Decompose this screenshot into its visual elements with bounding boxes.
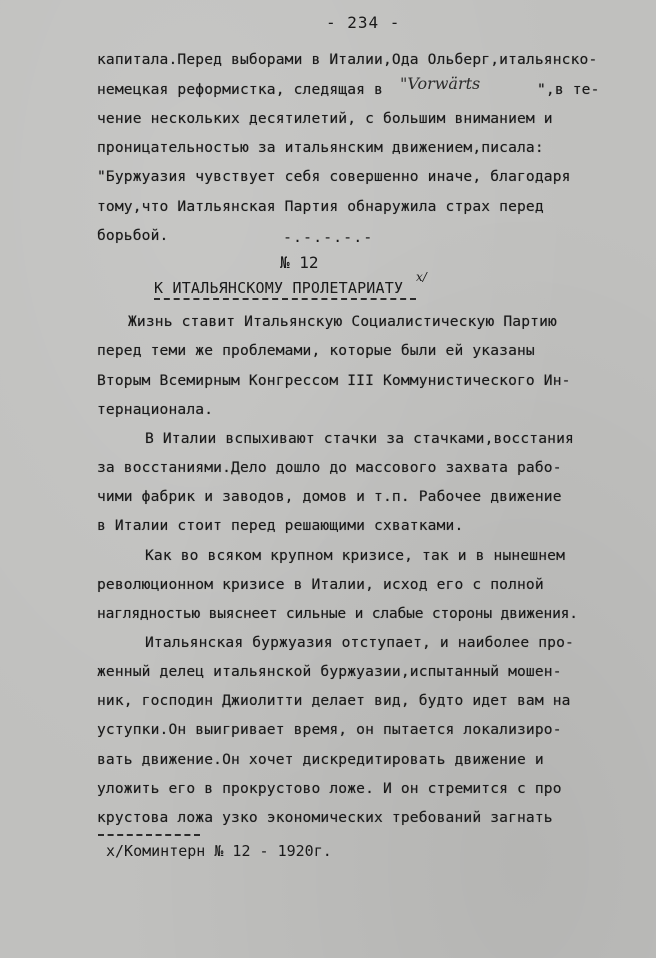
document-heading: К ИТАЛЬЯНСКОМУ ПРОЛЕТАРИАТУ [154, 279, 404, 297]
document-number: № 12 [280, 253, 319, 272]
footnote-text: х/Коминтерн № 12 - 1920г. [106, 842, 332, 860]
footnote-marker: х/ [416, 270, 427, 284]
text-line: Итальянская буржуазия отступает, и наиболее про- [145, 634, 574, 651]
text-line: Вторым Всемирным Конгрессом III Коммунистического Ин- [97, 372, 571, 389]
text-line-tail: ",в те- [537, 81, 600, 98]
text-line: В Италии вспыхивают стачки за стачками,восстания [145, 430, 574, 447]
text-line: наглядностью выяснеет сильные и слабые стороны движения. [97, 605, 578, 622]
section-separator: -.-.-.-.- [283, 228, 374, 246]
heading-underline [154, 298, 416, 300]
handwritten-insert: "Vorwärts [400, 74, 481, 93]
text-line: революционном кризисе в Италии, исход его с полной [97, 576, 544, 593]
text-line: Жизнь ставит Итальянскую Социалистическую Партию [128, 313, 557, 330]
text-line: вать движение.Он хочет дискредитировать движение и [97, 751, 544, 768]
text-line: уступки.Он выигривает время, он пытается локализиро- [97, 721, 562, 738]
text-line: немецкая реформистка, следящая в [97, 81, 383, 98]
text-line: чение нескольких десятилетий, с большим вниманием и [97, 110, 553, 127]
text-line: капитала.Перед выборами в Италии,Ода Ольберг,итальянско- [97, 51, 598, 68]
footnote-rule [98, 834, 200, 836]
text-line: борьбой. [97, 227, 169, 244]
text-line: "Буржуазия чувствует себя совершенно иначе, благодаря [97, 168, 571, 185]
page-number: - 234 - [326, 13, 401, 32]
text-line: в Италии стоит перед решающими схватками. [97, 517, 464, 534]
text-line: тернационала. [97, 401, 214, 418]
text-line: за восстаниями.Дело дошло до массового захвата рабо- [97, 459, 562, 476]
text-line: уложить его в прокрустово ложе. И он стремится с про [97, 780, 562, 797]
text-line: крустова ложа узко экономических требований загнать [97, 809, 553, 826]
text-line: женный делец итальянской буржуазии,испытанный мошен- [97, 663, 562, 680]
text-line: ник, господин Джиолитти делает вид, будто идет вам на [97, 692, 571, 709]
text-line: чими фабрик и заводов, домов и т.п. Рабочее движение [97, 488, 562, 505]
text-line: тому,что Иатльянская Партия обнаружила страх перед [97, 198, 544, 215]
text-line: Как во всяком крупном кризисе, так и в нынешнем [145, 547, 566, 564]
text-line: перед теми же проблемами, которые были ей указаны [97, 342, 535, 359]
text-line: проницательностью за итальянским движением,писала: [97, 139, 544, 156]
